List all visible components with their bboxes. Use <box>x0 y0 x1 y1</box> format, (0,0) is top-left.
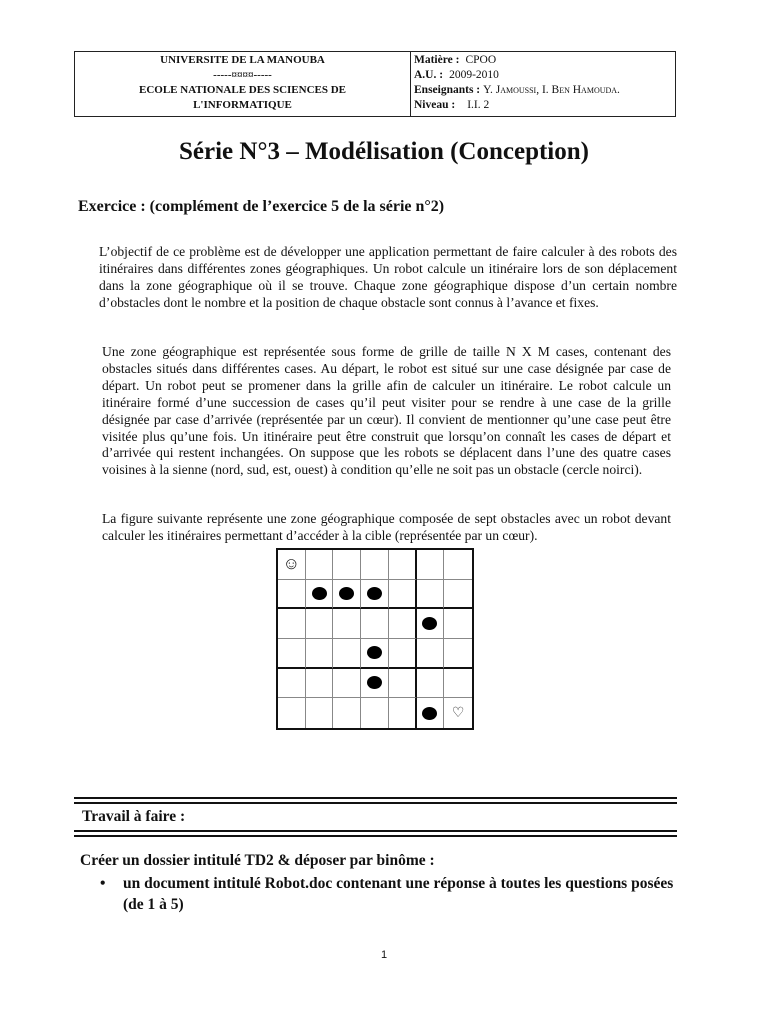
grid-cell <box>333 609 361 639</box>
enseignants-row <box>414 83 620 98</box>
grid-cell <box>278 609 306 639</box>
list-item <box>100 873 675 915</box>
grid-cell <box>444 550 472 580</box>
grid-cell <box>278 669 306 699</box>
grid-cell <box>444 639 472 669</box>
grid-cell <box>389 580 417 610</box>
page-number: 1 <box>380 949 388 961</box>
obstacle-icon <box>367 676 382 689</box>
grid-cell <box>361 639 389 669</box>
school-name-line1: ECOLE NATIONALE DES SCIENCES DE <box>138 84 347 96</box>
heart-icon: ♡ <box>451 705 465 721</box>
matiere-row <box>414 53 620 68</box>
grid-cell <box>306 698 334 728</box>
niveau-value: I.I. 2 <box>467 99 490 111</box>
grid-cell <box>444 669 472 699</box>
divider-line <box>74 802 677 804</box>
school-name-line2: L'INFORMATIQUE <box>193 99 292 111</box>
enseignants-value: Y. Jamoussi, I. Ben Hamouda. <box>483 84 620 96</box>
au-value: 2009-2010 <box>449 69 499 81</box>
matiere-label: Matière : <box>414 54 460 66</box>
grid-cell <box>306 639 334 669</box>
grid-cell <box>417 580 445 610</box>
grid-cell <box>333 580 361 610</box>
geographic-zone-grid <box>276 548 474 730</box>
instruction-text: Créer un dossier intitulé TD2 & déposer par binôme : <box>80 852 435 869</box>
grid-cell <box>389 639 417 669</box>
obstacle-icon <box>422 707 437 720</box>
paragraph-zone-description: Une zone géographique est représentée sous forme de grille de taille N X M cases, contenant des obstacles situés dans différentes cases. Au départ, le robot est situé sur une case désignée par case de départ. Un robot peut se promener dans la grille afin de calculer un itinéraire. Le robot calcule un itinéraire formé d’une succession de cases qu’il peut visiter pour se rendre à une case de la grille désignée par case d’arrivée (représentée par un cœur). Il convient de mentionner qu’une case peut être visitée plus qu’une fois. Un itinéraire peut être construit que lorsqu’on connaît les cases de départ et d’arrivée qui restent inchangées. On suppose que les robots se déplacent dans l’une des quatre cases voisines à la sienne (nord, sud, est, ouest) à condition qu’elle ne soit pas un obstacle (cercle noirci). <box>102 344 671 478</box>
grid-cell <box>333 669 361 699</box>
grid-cell <box>333 698 361 728</box>
grid-cell <box>361 550 389 580</box>
grid-cell <box>278 698 306 728</box>
grid-cell <box>306 609 334 639</box>
matiere-value: CPOO <box>465 54 497 66</box>
niveau-label: Niveau : <box>414 99 456 111</box>
obstacle-icon <box>367 646 382 659</box>
grid-cell <box>417 550 445 580</box>
grid-cell <box>417 609 445 639</box>
divider-line <box>74 830 677 832</box>
grid-cell <box>444 698 472 728</box>
grid-cell <box>417 698 445 728</box>
grid-cell <box>444 580 472 610</box>
grid-cell <box>417 639 445 669</box>
course-info-block <box>411 52 620 116</box>
enseignants-label: Enseignants : <box>414 84 481 96</box>
header-table <box>74 51 676 117</box>
robot-icon: ☺ <box>282 554 301 574</box>
grid-cell <box>278 639 306 669</box>
grid-cell <box>278 550 306 580</box>
divider-line <box>74 797 677 799</box>
deliverables-list <box>100 873 675 915</box>
grid-cell <box>306 550 334 580</box>
paragraph-objective: L’objectif de ce problème est de développer une application permettant de faire calculer à des robots des itinéraires dans différentes zones géographiques. Un robot calcule un itinéraire lors de son déplacement dans la zone géographique où il se trouve. Chaque zone géographique dispose d’un certain nombre d’obstacles dont le nombre et la position de chaque obstacle sont connus à l’avance et fixes. <box>99 244 677 310</box>
list-item-text: un document intitulé Robot.doc contenant une réponse à toutes les questions posées (de 1 à 5) <box>123 875 674 913</box>
grid-cell <box>306 669 334 699</box>
obstacle-icon <box>367 587 382 600</box>
grid-cell <box>361 580 389 610</box>
grid-cell <box>389 550 417 580</box>
travail-heading: Travail à faire : <box>82 808 186 825</box>
niveau-row <box>414 98 620 113</box>
divider-line <box>74 835 677 837</box>
exercise-heading: Exercice : (complément de l’exercice 5 de la série n°2) <box>78 198 445 215</box>
grid-cell <box>389 698 417 728</box>
grid-cell <box>361 698 389 728</box>
grid-cell <box>444 609 472 639</box>
grid-cell <box>278 580 306 610</box>
grid-cell <box>361 669 389 699</box>
grid-cell <box>389 669 417 699</box>
page-title: Série N°3 – Modélisation (Conception) <box>179 138 589 165</box>
paragraph-figure-intro: La figure suivante représente une zone géographique composée de sept obstacles avec un robot devant calculer les itinéraires permettant d’accéder à la cible (représentée par un cœur). <box>102 511 671 543</box>
institution-block <box>75 52 411 116</box>
grid-cell <box>417 669 445 699</box>
obstacle-icon <box>339 587 354 600</box>
grid-cell <box>333 550 361 580</box>
bullet-icon: • <box>100 875 106 892</box>
grid-cell <box>333 639 361 669</box>
separator-line: -----¤¤¤¤----- <box>213 69 272 81</box>
university-name: UNIVERSITE DE LA MANOUBA <box>160 54 325 66</box>
au-row <box>414 68 620 83</box>
obstacle-icon <box>422 617 437 630</box>
grid-cell <box>361 609 389 639</box>
obstacle-icon <box>312 587 327 600</box>
grid-cell <box>306 580 334 610</box>
grid-cell <box>389 609 417 639</box>
au-label: A.U. : <box>414 69 444 81</box>
